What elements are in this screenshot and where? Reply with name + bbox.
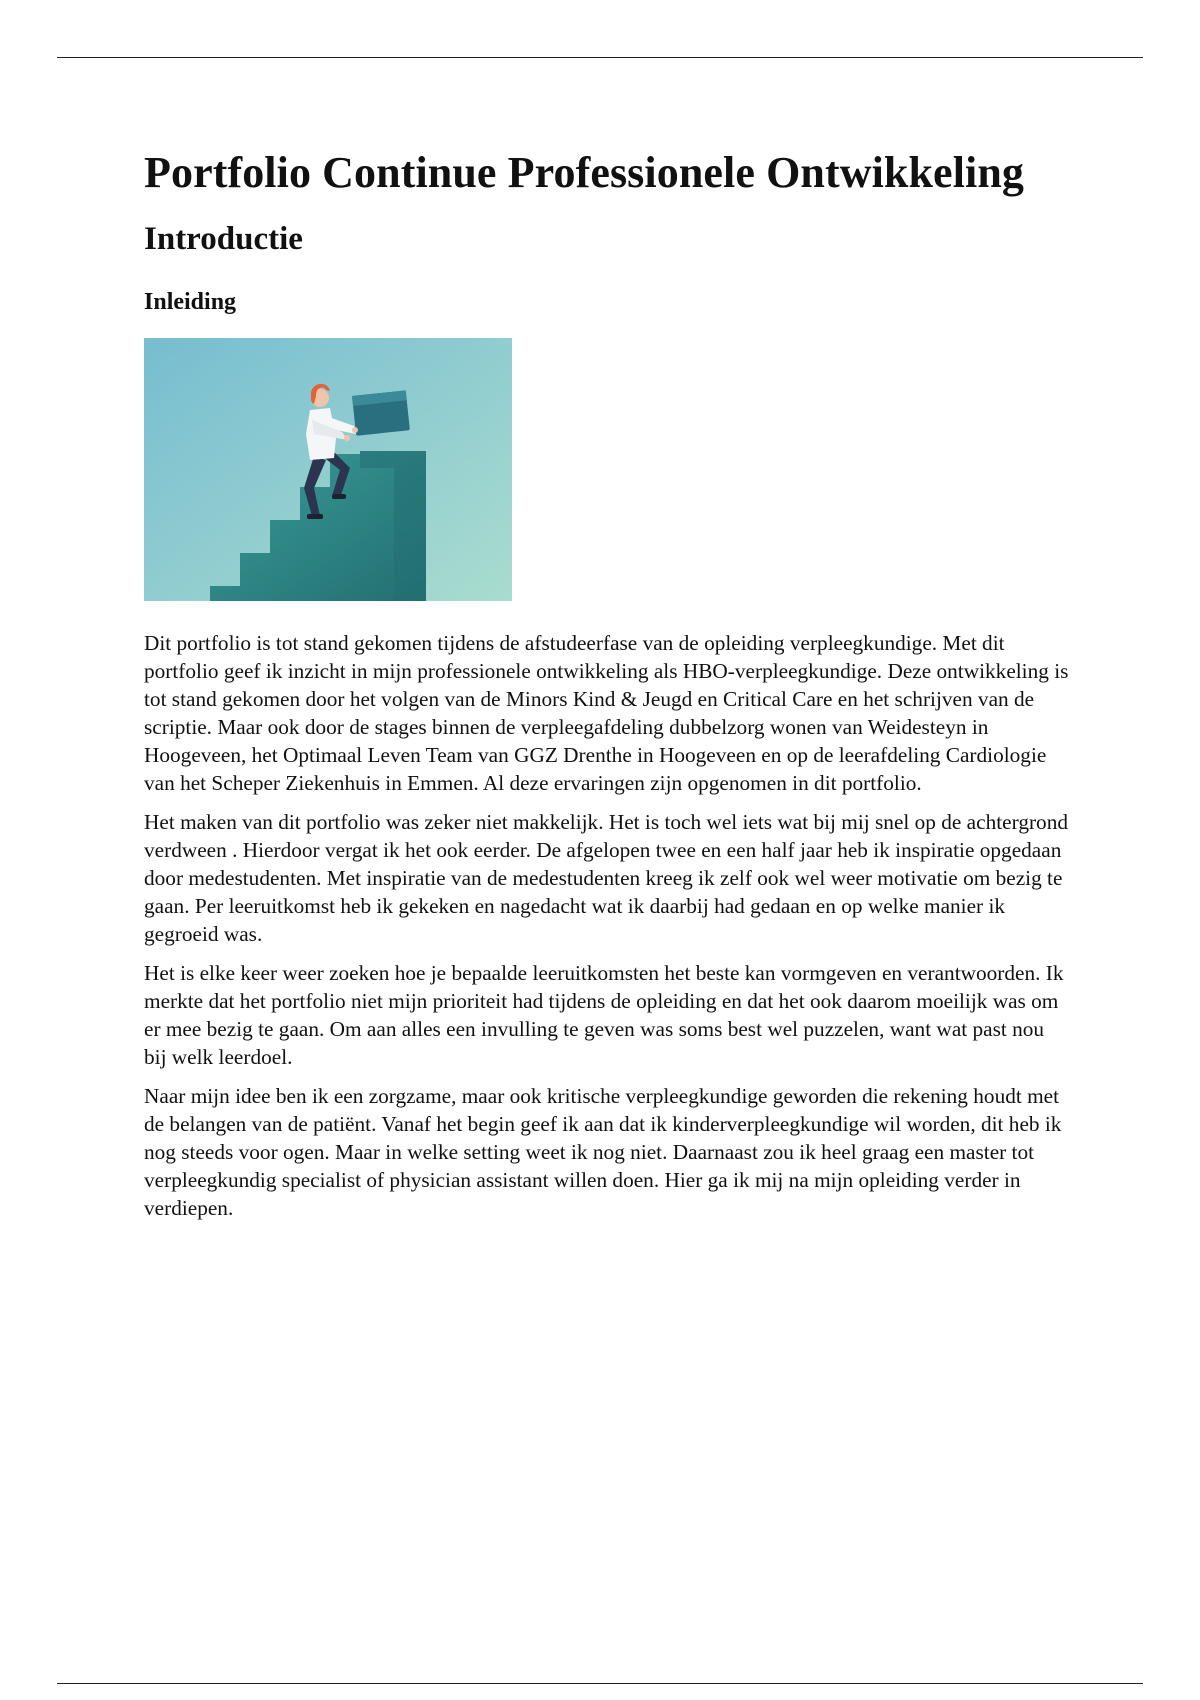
section-heading: Introductie [144, 221, 303, 257]
stairs-illustration [144, 338, 512, 601]
paragraph: Dit portfolio is tot stand gekomen tijdens de afstudeerfase van de opleiding verpleegkundige. Met dit portfolio geef ik inzicht in mijn professionele ontwikkeling als HBO-verpleegkundige. Deze ontwikkeling is tot stand gekomen door het volgen van de Minors Kind & Jeugd en Critical Care en het schrijven van de scriptie. Maar ook door de stages binnen de verpleegafdeling dubbelzorg wonen van Weidesteyn in Hoogeveen, het Optimaal Leven Team van GGZ Drenthe in Hoogeveen en op de leerafdeling Cardiologie van het Scheper Ziekenhuis in Emmen. Al deze ervaringen zijn opgenomen in dit portfolio. [144, 631, 1069, 795]
page-title: Portfolio Continue Professionele Ontwikkeling [144, 148, 1025, 197]
document-body [144, 145, 1069, 1233]
paragraph: Het is elke keer weer zoeken hoe je bepaalde leeruitkomsten het beste kan vormgeven en verantwoorden. Ik merkte dat het portfolio niet mijn prioriteit had tijdens de opleiding en dat het ook daarom moeilijk was om er mee bezig te gaan. Om aan alles een invulling te geven was soms best wel puzzelen, want wat past nou bij welk leerdoel. [144, 961, 1064, 1069]
paragraph: Het maken van dit portfolio was zeker niet makkelijk. Het is toch wel iets wat bij mij snel op de achtergrond verdween . Hierdoor vergat ik het ook eerder. De afgelopen twee en een half jaar heb ik inspiratie opgedaan door medestudenten. Met inspiratie van de medestudenten kreeg ik zelf ook wel weer motivatie om bezig te gaan. Per leeruitkomst heb ik gekeken en nagedacht wat ik daarbij had gedaan en op welke manier ik gegroeid was. [144, 810, 1069, 946]
paragraph: Naar mijn idee ben ik een zorgzame, maar ook kritische verpleegkundige geworden die rekening houdt met de belangen van de patiënt. Vanaf het begin geef ik aan dat ik kinderverpleegkundige wil worden, dit heb ik nog steeds voor ogen. Maar in welke setting weet ik nog niet. Daarnaast zou ik heel graag een master tot verpleegkundig specialist of physician assistant willen doen. Hier ga ik mij na mijn opleiding verder in verdiepen. [144, 1084, 1062, 1220]
top-rule [57, 57, 1143, 58]
subsection-heading: Inleiding [144, 289, 237, 315]
block-shape [352, 390, 410, 435]
bottom-rule [57, 1683, 1143, 1684]
introduction-text [144, 629, 1069, 1222]
